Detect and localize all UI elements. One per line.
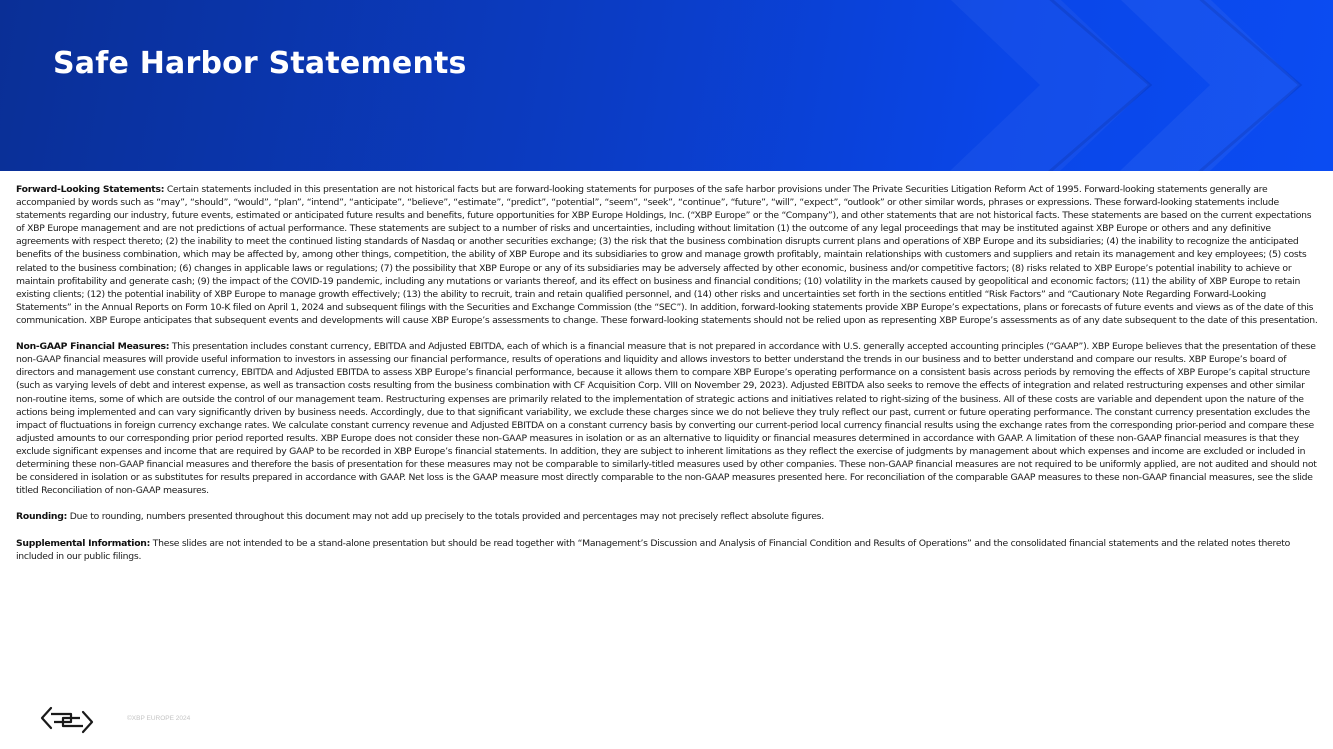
header-banner: [0, 0, 1333, 171]
supplemental-text: These slides are not intended to be a stand-alone presentation but should be read together with “Management’s Discussion and Analysis of Financial Condition and Results of Operations” and the consolidated financial statements and the related notes thereto included in our public filings.: [16, 537, 1291, 562]
rounding-section: [16, 510, 1318, 523]
supplemental-section: [16, 537, 1318, 563]
xbp-arrows-logo-icon: [40, 704, 94, 736]
chevron-decoration-icon: [0, 0, 1333, 171]
disclaimer-body: [16, 183, 1318, 576]
page-title: Safe Harbor Statements: [53, 46, 467, 81]
supplemental-heading: Supplemental Information:: [16, 537, 151, 549]
forward-looking-heading: Forward-Looking Statements:: [16, 184, 165, 195]
copyright-text: ©XBP EUROPE 2024: [127, 715, 191, 722]
non-gaap-section: [16, 340, 1318, 497]
forward-looking-text: Certain statements included in this presentation are not historical facts but are forward-looking statements for purposes of the safe harbor provisions under The Private Securities Litigation Reform Act of 1995. Forward-looking statements generally are accompanied by words such as “may”, “should”, “would”, “plan”, “intend”, “anticipate”, “believe”, “estimate”, “predict”, “potential”, “seem”, “seek”, “continue”, “future”, “will”, “expect”, “outlook” or other similar words, phrases or expressions. These forward-looking statements include statements regarding our industry, future events, estimated or anticipated future results and benefits, future opportunities for XBP Europe Holdings, Inc. (“XBP Europe” or the “Company”), and other statements that are not historical facts. These statements are based on the current expectations of XBP Europe management and are not predictions of actual performance. These statements are subject to a number of risks and uncertainties, including without limitation (1) the outcome of any legal proceedings that may be instituted against XBP Europe or others and any definitive agreements with respect thereto; (2) the inability to meet the continued listing standards of Nasdaq or another securities exchange; (3) the risk that the business combination disrupts current plans and operations of XBP Europe and its subsidiaries; (4) the inability to recognize the anticipated benefits of the business combination, which may be affected by, among other things, competition, the ability of XBP Europe and its subsidiaries to grow and manage growth profitably, maintain relationships with customers and suppliers and retain its management and key employees; (5) costs related to the business combination; (6) changes in applicable laws or regulations; (7) the possibility that XBP Europe or any of its subsidiaries may be adversely affected by other economic, business and/or competitive factors; (8) risks related to XBP Europe’s potential inability to achieve or maintain profitability and generate cash; (9) the impact of the COVID-19 pandemic, including any mutations or variants thereof, and its effect on business and financial conditions; (10) volatility in the markets caused by geopolitical and economic factors; (11) the ability of XBP Europe to retain existing clients; (12) the potential inability of XBP Europe to manage growth effectively; (13) the ability to recruit, train and retain qualified personnel, and (14) other risks and uncertainties set forth in the sections entitled “Risk Factors” and “Cautionary Note Regarding Forward-Looking Statements” in the Annual Reports on Form 10-K filed on April 1, 2024 and subsequent filings with the Securities and Exchange Commission (the “SEC”). In addition, forward-looking statements provide XBP Europe’s expectations, plans or forecasts of future events and views as of the date of this communication. XBP Europe anticipates that subsequent events and developments will cause XBP Europe’s assessments to change. These forward-looking statements should not be relied upon as representing XBP Europe’s assessments as of any date subsequent to the date of this presentation.: [16, 184, 1318, 326]
rounding-text: Due to rounding, numbers presented throughout this document may not add up precisely to the totals provided and percentages may not precisely reflect absolute figures.: [69, 511, 824, 523]
non-gaap-heading: Non-GAAP Financial Measures:: [16, 341, 170, 353]
forward-looking-section: [16, 183, 1318, 327]
rounding-heading: Rounding:: [16, 511, 68, 523]
non-gaap-text: This presentation includes constant currency, EBITDA and Adjusted EBITDA, each of which is a financial measure that is not prepared in accordance with U.S. generally accepted accounting principles (“GAAP”). XBP Europe believes that the presentation of these non-GAAP financial measures will provide useful information to investors in assessing our financial performance, results of operations and liquidity and allows investors to better understand the trends in our business and to better understand and compare our results. XBP Europe’s board of directors and management use constant currency, EBITDA and Adjusted EBITDA to assess XBP Europe’s financial performance, because it allows them to compare XBP Europe’s operating performance on a consistent basis across periods by removing the effects of XBP Europe’s capital structure (such as varying levels of debt and interest expense, as well as transaction costs resulting from the business combination with CF Acquisition Corp. VIII on November 29, 2023). Adjusted EBITDA also seeks to remove the effects of integration and related restructuring expenses and other similar non-routine items, some of which are outside the control of our management team. Restructuring expenses are primarily related to the implementation of strategic actions and initiatives related to right-sizing of the business. All of these costs are variable and dependent upon the nature of the actions being implemented and can vary significantly driven by business needs. Accordingly, due to that significant variability, we exclude these charges since we do not believe they truly reflect our past, current or future operating performance. The constant currency presentation excludes the impact of fluctuations in foreign currency exchange rates. We calculate constant currency revenue and Adjusted EBITDA on a constant currency basis by converting our current-period local currency financial results using the exchange rates from the corresponding prior-period and compare these adjusted amounts to our corresponding prior period reported results. XBP Europe does not consider these non-GAAP measures in isolation or as an alternative to liquidity or financial measures determined in accordance with GAAP. A limitation of these non-GAAP financial measures is that they exclude significant expenses and income that are required by GAAP to be recorded in XBP Europe’s financial statements. In addition, they are subject to inherent limitations as they reflect the exercise of judgments by management about which expenses and income are excluded or included in determining these non-GAAP financial measures and therefore the basis of presentation for these measures may not be comparable to similarly-titled measures used by other companies. These non-GAAP financial measures are not required to be uniformly applied, are not audited and should not be considered in isolation or as substitutes for results prepared in accordance with GAAP. Net loss is the GAAP measure most directly comparable to the non-GAAP measures presented here. For reconciliation of the comparable GAAP measures to these non-GAAP financial measures, see the slide titled Reconciliation of non-GAAP measures.: [16, 341, 1317, 497]
